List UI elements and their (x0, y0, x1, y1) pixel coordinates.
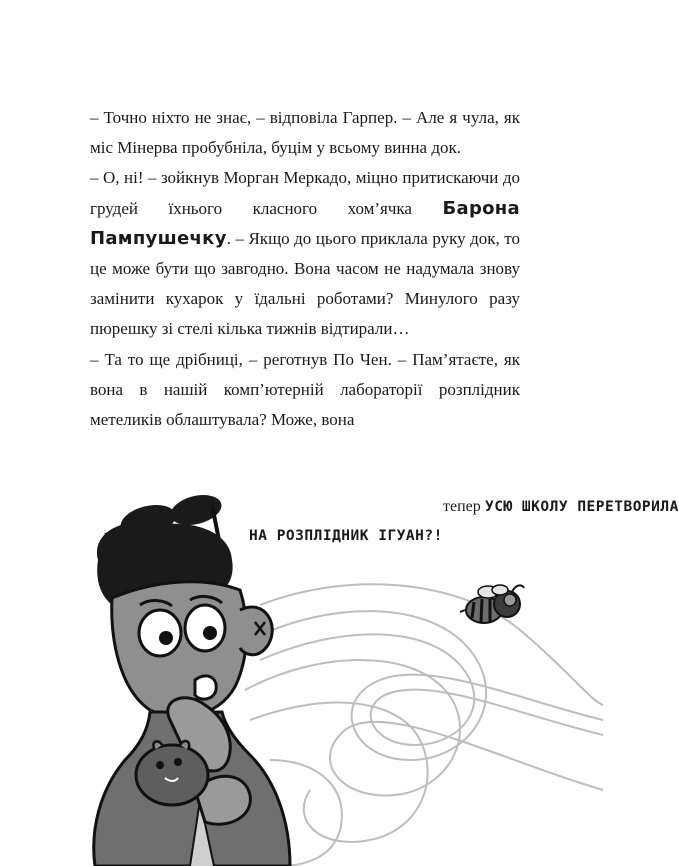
paragraph-2-text-start: – О, ні! – зойкнув Морган Меркадо, міцно притискаючи до грудей їхнього класного хом’ячка (90, 168, 520, 218)
paragraph-3-text: – Та то ще дрібниці, – реготнув По Чен. – Пам’ятаєте, як вона в нашій комп’ютерній лабораторії розплідник метеликів облаштувала? Може, вона (90, 349, 520, 430)
ear-icon (240, 607, 272, 655)
tail-word: тепер (443, 498, 481, 515)
tail-hand-line-2: НА РОЗПЛІДНИК ІГУАН?! (249, 528, 443, 544)
bee-icon (460, 585, 524, 623)
boy-illustration (94, 490, 290, 866)
mouth-icon (195, 676, 216, 699)
hamster-name-emphasis: Барона Пампушечку (90, 197, 520, 249)
wind-swirl-icon (245, 584, 603, 866)
paragraph-2-text-end: . – Якщо до цього приклала руку док, то це може бути що завгодно. Вона часом не надумала знову замінити кухарок у їдальні роботами? Минулого разу пюрешку зі стелі кілька тижнів відтирали… (90, 228, 520, 339)
paragraph-1-text: – Точно ніхто не знає, – відповіла Гарпер. – Але я чула, як міс Мінерва пробубніла, буцім у всьому винна док. (90, 108, 520, 158)
tail-hand-line-1: УСЮ ШКОЛУ ПЕРЕТВОРИЛА (485, 499, 679, 515)
